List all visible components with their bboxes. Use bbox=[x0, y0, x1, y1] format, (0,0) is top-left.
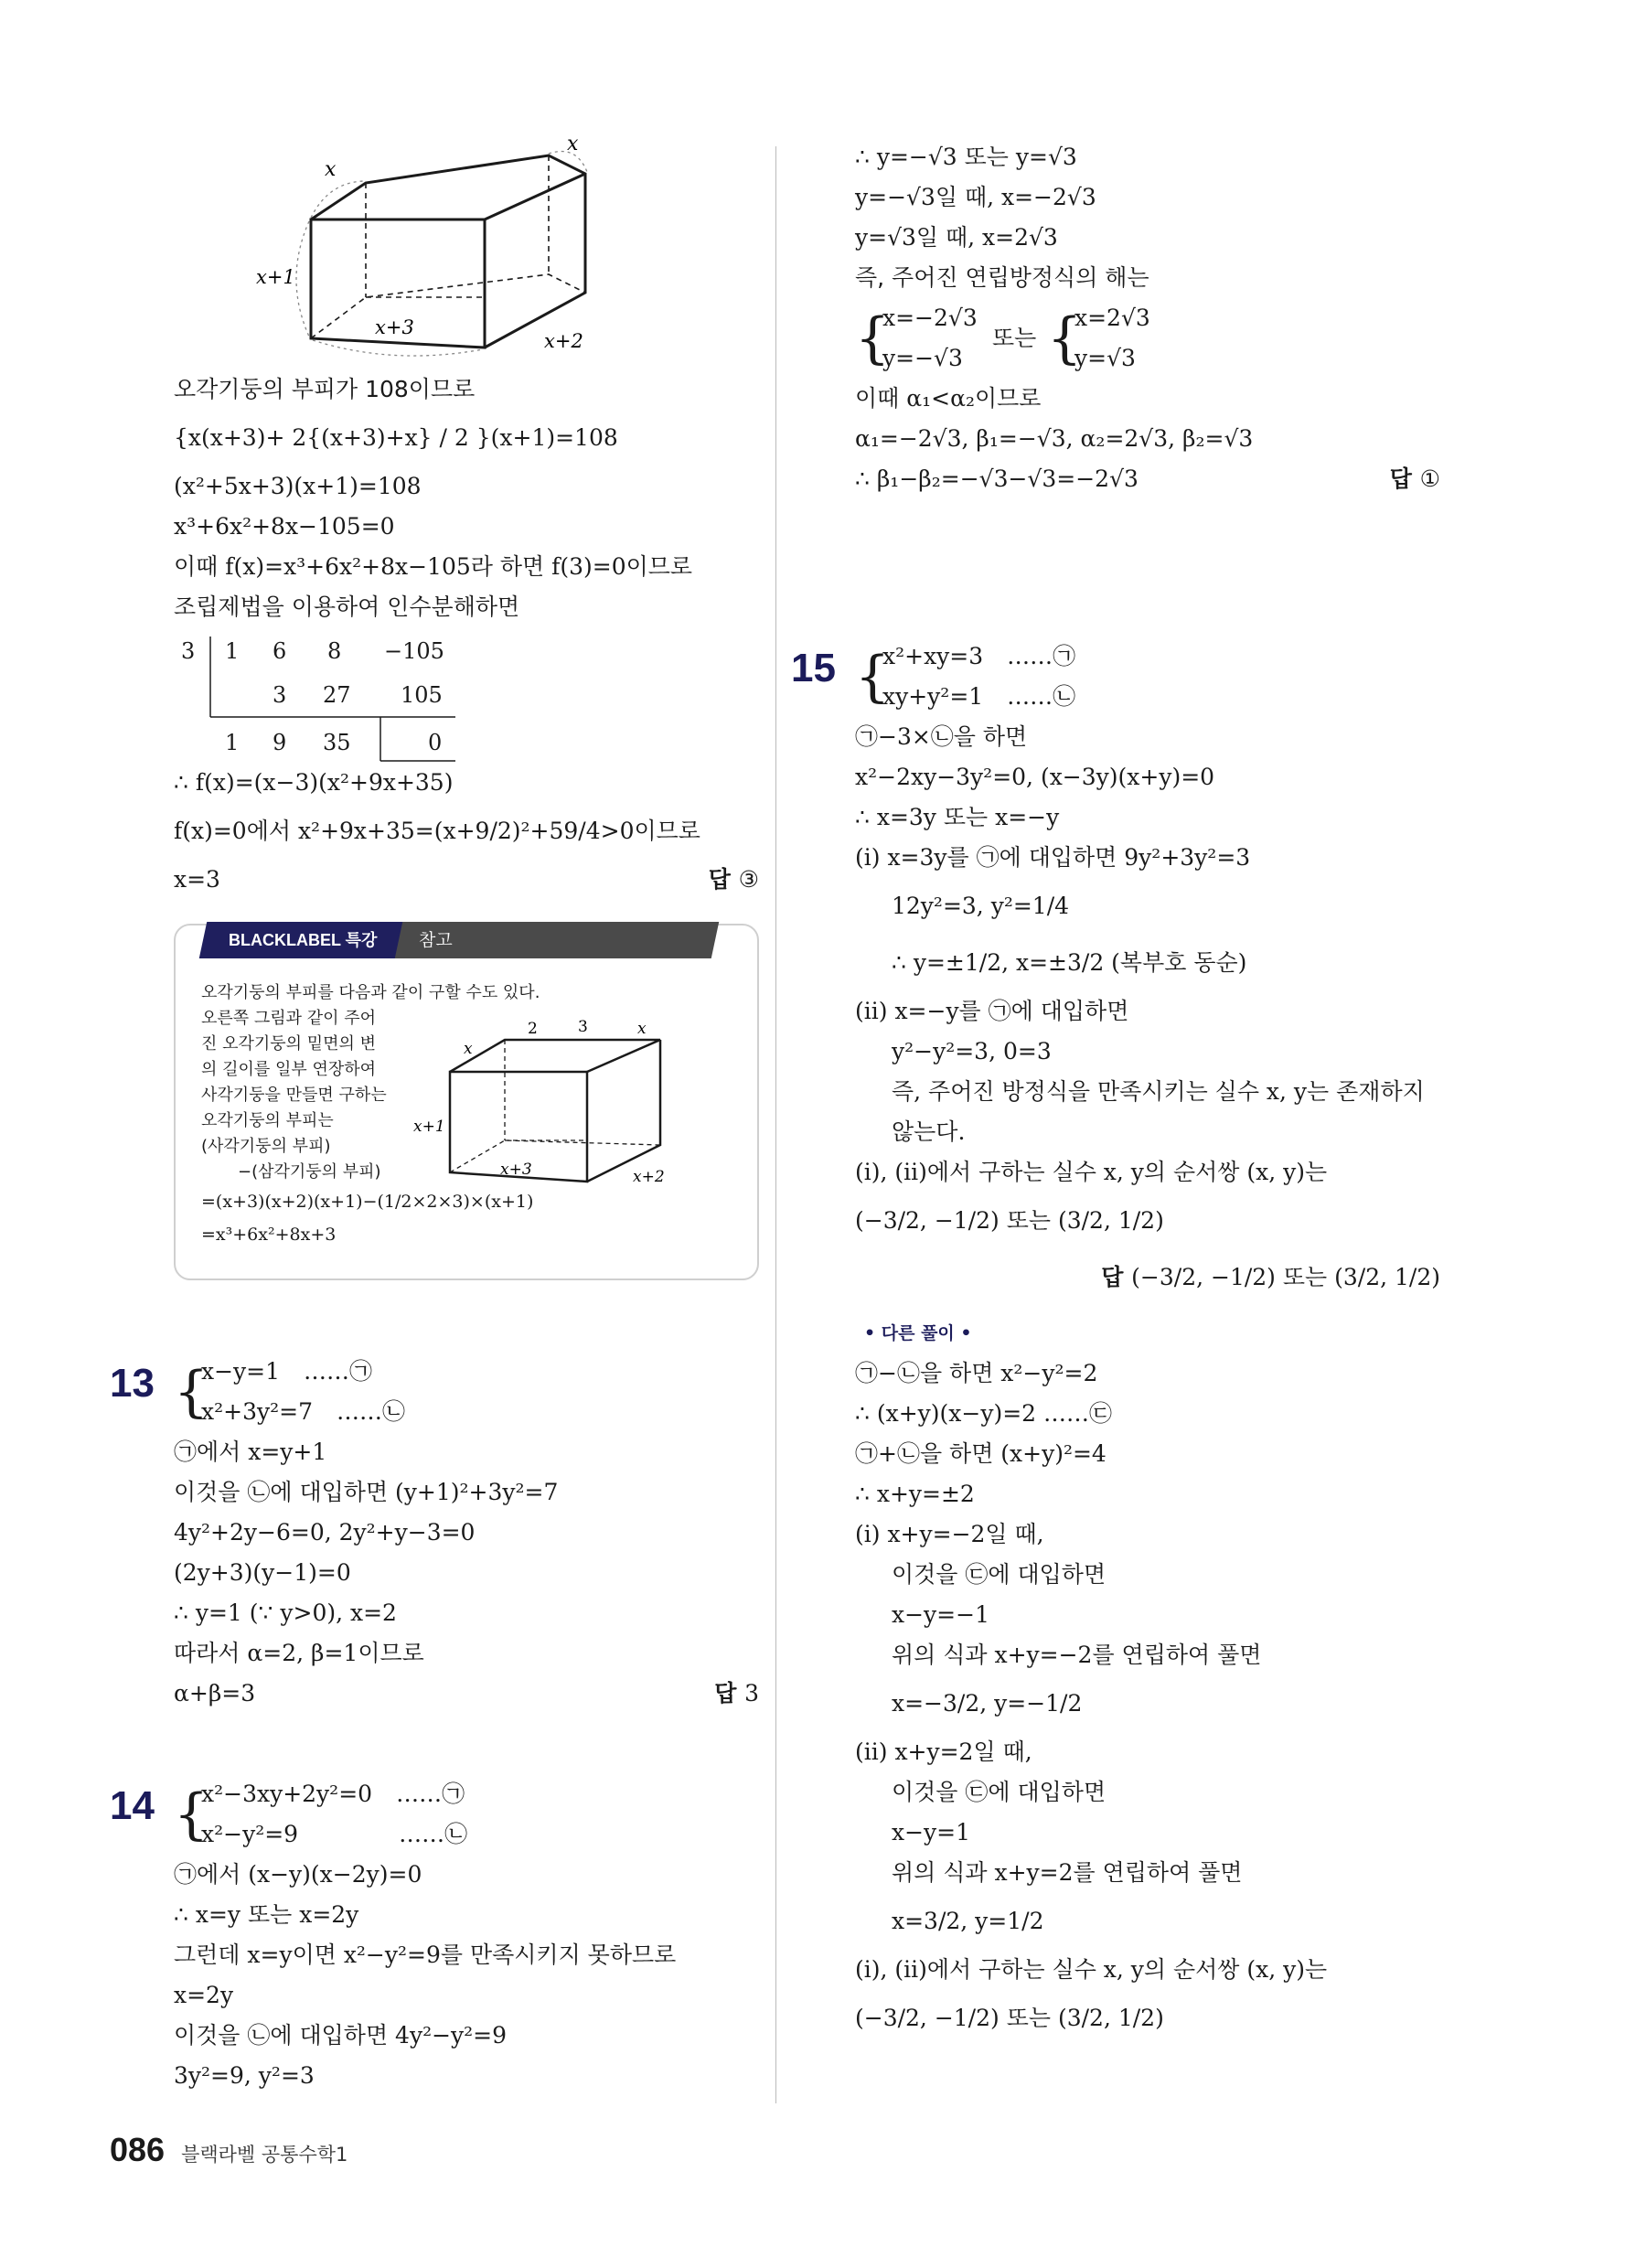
fig1-label-bottom: x+3 bbox=[375, 316, 414, 338]
p14-solution-pair bbox=[855, 298, 1440, 379]
column-divider bbox=[775, 146, 776, 2103]
note-line-3: 의 길이를 일부 연장하여 bbox=[201, 1060, 377, 1079]
p15-alt-ii-1: 이것을 ㉢에 대입하면 bbox=[892, 1779, 1106, 1805]
synth-r1-2: 8 bbox=[327, 638, 342, 664]
fig2-label-x-left: x bbox=[464, 1040, 473, 1058]
p13-line-5: 따라서 α=2, β=1이므로 bbox=[174, 1640, 424, 1666]
p12-after-0: ∴ f(x)=(x−3)(x²+9x+35) bbox=[174, 769, 454, 796]
note-eq-1: =(x+3)(x+2)(x+1)−(1/2×2×3)×(x+1) bbox=[201, 1192, 534, 1212]
p15-alt-i-res: x=−3/2, y=−1/2 bbox=[892, 1690, 1083, 1717]
note-line-4: 사각기둥을 만들면 구하는 bbox=[201, 1086, 387, 1105]
p15-alt-concl: (ⅰ), (ⅱ)에서 구하는 실수 x, y의 순서쌍 (x, y)는 bbox=[855, 1956, 1328, 1983]
p14-sol-a1: x=−2√3 bbox=[882, 305, 978, 331]
p13-sys1: x−y=1 bbox=[201, 1358, 281, 1385]
problem-13-number: 13 bbox=[110, 1361, 155, 1406]
p14-answer-row bbox=[855, 459, 1440, 499]
note-line-2: 진 오각기둥의 밑면의 변 bbox=[201, 1034, 377, 1054]
fig2-label-3: 3 bbox=[578, 1018, 588, 1036]
p12-answer-row bbox=[174, 860, 759, 900]
p15-line-3: (ⅰ) x=3y를 ㉠에 대입하면 9y²+3y²=3 bbox=[855, 844, 1251, 871]
note-line-1: 오른쪽 그림과 같이 주어 bbox=[201, 1009, 377, 1028]
fig2-label-right: x+2 bbox=[633, 1168, 665, 1186]
p13-answer bbox=[714, 1674, 759, 1714]
synth-r2-1: 27 bbox=[323, 682, 351, 708]
p12-answer-value: ③ bbox=[738, 866, 759, 893]
p13-answer-row bbox=[174, 1674, 759, 1714]
p13-line-1: 이것을 ㉡에 대입하면 (y+1)²+3y²=7 bbox=[174, 1479, 559, 1505]
p14-sol-b1: x=2√3 bbox=[1074, 305, 1150, 331]
synth-root: 3 bbox=[181, 638, 196, 664]
fig2-label-bottom: x+3 bbox=[500, 1161, 532, 1179]
p14-line-3: x=2y bbox=[174, 1982, 234, 2008]
p15-sys2: xy+y²=1 bbox=[882, 683, 984, 710]
p15-ii-2: 즉, 주어진 방정식을 만족시키는 실수 x, y는 존재하지 bbox=[892, 1078, 1425, 1105]
p14c2-line-2: ∴ β₁−β₂=−√3−√3=−2√3 bbox=[855, 465, 1139, 492]
p15-line-0: ㉠−3×㉡을 하면 bbox=[855, 723, 1028, 750]
p12-line-1: {x(x+3)+ 2{(x+3)+x} / 2 }(x+1)=108 bbox=[174, 424, 618, 451]
p15-ii-1: y²−y²=3, 0=3 bbox=[892, 1038, 1052, 1064]
p15-ii-3: 않는다. bbox=[892, 1118, 966, 1145]
p15-alt-1: ∴ (x+y)(x−y)=2 ……㉢ bbox=[855, 1400, 1113, 1427]
note-line-5: 오각기둥의 부피는 bbox=[201, 1111, 334, 1130]
p12-line-5: 조립제법을 이용하여 인수분해하면 bbox=[174, 594, 520, 620]
page-footer bbox=[110, 2131, 347, 2169]
note-line-7: −(삼각기둥의 부피) bbox=[238, 1162, 381, 1182]
p15-result: (−3/2, −1/2) 또는 (3/2, 1/2) bbox=[855, 1207, 1164, 1234]
p14c-line-1: y=−√3일 때, x=−2√3 bbox=[855, 184, 1096, 210]
synth-r3-0: 1 bbox=[225, 730, 240, 755]
problem-15-number: 15 bbox=[791, 646, 836, 690]
p12-answer-label: 답 bbox=[708, 866, 731, 893]
right-column bbox=[791, 137, 1440, 2047]
p12-line-2: (x²+5x+3)(x+1)=108 bbox=[174, 473, 422, 499]
fig2-label-2: 2 bbox=[528, 1020, 538, 1038]
p14-sol-b: { x=2√3 y=√3 bbox=[1047, 298, 1150, 379]
p15-ii-4: (ⅰ), (ⅱ)에서 구하는 실수 x, y의 순서쌍 (x, y)는 bbox=[855, 1159, 1328, 1185]
note-line-6: (사각기둥의 부피) bbox=[201, 1137, 331, 1156]
page-number: 086 bbox=[110, 2131, 166, 2168]
p15-system: { x²+xy=3 ……㉠ xy+y²=1 ……㉡ bbox=[855, 643, 1076, 710]
p15-sys2-tag: ……㉡ bbox=[1007, 683, 1076, 710]
synth-lines bbox=[181, 633, 455, 779]
p14-line-1: ∴ x=y 또는 x=2y bbox=[174, 1901, 359, 1928]
synth-r3-3: 0 bbox=[428, 730, 443, 755]
blacklabel-note-box bbox=[174, 924, 759, 1280]
p15-answer bbox=[1101, 1249, 1440, 1306]
p13-answer-value: 3 bbox=[744, 1680, 759, 1706]
p13-sys2: x²+3y²=7 bbox=[201, 1398, 313, 1425]
fig2-label-x-top: x bbox=[637, 1020, 647, 1038]
rectangular-prism-figure bbox=[413, 1017, 706, 1200]
p15-answer-label: 답 bbox=[1101, 1264, 1124, 1290]
fig1-label-x-top-left: x bbox=[325, 158, 337, 181]
p15-alt-ii-2: x−y=1 bbox=[892, 1819, 971, 1845]
p15-i-b: ∴ y=±1/2, x=±3/2 (복부호 동순) bbox=[892, 949, 1247, 976]
p15-alt-ii-res: x=3/2, y=1/2 bbox=[892, 1908, 1044, 1934]
p15-alt-2: ㉠+㉡을 하면 (x+y)²=4 bbox=[855, 1440, 1106, 1467]
synth-r3-1: 9 bbox=[273, 730, 287, 755]
p12-after-1: f(x)=0에서 x²+9x+35=(x+9/2)²+59/4>0이므로 bbox=[174, 818, 700, 844]
p13-brace: { bbox=[174, 1360, 209, 1424]
p15-alt-5: 이것을 ㉢에 대입하면 bbox=[892, 1561, 1106, 1588]
p12-answer bbox=[709, 860, 759, 900]
left-column bbox=[110, 137, 759, 2096]
synth-r1-0: 1 bbox=[225, 638, 240, 664]
p15-i-a: 12y²=3, y²=1/4 bbox=[892, 893, 1070, 919]
p14-sol-mid: 또는 bbox=[992, 325, 1037, 351]
p15-alt-0: ㉠−㉡을 하면 x²−y²=2 bbox=[855, 1360, 1098, 1386]
p13-sys1-tag: ……㉠ bbox=[304, 1358, 373, 1385]
p15-alt-result: (−3/2, −1/2) 또는 (3/2, 1/2) bbox=[855, 2005, 1164, 2031]
p15-alt-6: x−y=−1 bbox=[892, 1601, 989, 1628]
synth-r1-3: −105 bbox=[384, 638, 444, 664]
p13-line-2: 4y²+2y−6=0, 2y²+y−3=0 bbox=[174, 1519, 476, 1546]
p12-line-0: 오각기둥의 부피가 108이므로 bbox=[174, 376, 476, 402]
p15-line-1: x²−2xy−3y²=0, (x−3y)(x+y)=0 bbox=[855, 764, 1215, 790]
note-eq-2: =x³+6x²+8x+3 bbox=[201, 1225, 337, 1245]
synth-r2-2: 105 bbox=[401, 682, 443, 708]
p14-brace: { bbox=[174, 1782, 209, 1846]
note-box-header bbox=[203, 922, 715, 958]
p14-line-2: 그런데 x=y이면 x²−y²=9를 만족시키지 못하므로 bbox=[174, 1942, 677, 1968]
p14-sys1-tag: ……㉠ bbox=[396, 1781, 465, 1807]
synth-r1-1: 6 bbox=[273, 638, 287, 664]
p14-system bbox=[174, 1774, 759, 1855]
p15-ii-0: (ⅱ) x=−y를 ㉠에 대입하면 bbox=[855, 998, 1129, 1024]
p14c-line-0: ∴ y=−√3 또는 y=√3 bbox=[855, 144, 1077, 170]
p14c-line-2: y=√3일 때, x=2√3 bbox=[855, 224, 1058, 251]
fig1-label-x-top-right: x bbox=[567, 137, 579, 155]
p13-line-0: ㉠에서 x=y+1 bbox=[174, 1439, 327, 1465]
p15-answer-value: (−3/2, −1/2) 또는 (3/2, 1/2) bbox=[1131, 1264, 1440, 1290]
synth-r3-2: 35 bbox=[323, 730, 351, 755]
p12-line-4: 이때 f(x)=x³+6x²+8x−105라 하면 f(3)=0이므로 bbox=[174, 553, 693, 580]
p14c2-line-0: 이때 α₁<α₂이므로 bbox=[855, 385, 1042, 412]
p14-answer-value: ① bbox=[1419, 465, 1440, 492]
note-line-0: 오각기둥의 부피를 다음과 같이 구할 수도 있다. bbox=[201, 983, 540, 1002]
p13-sys2-tag: ……㉡ bbox=[336, 1398, 405, 1425]
p14-sys1: x²−3xy+2y²=0 bbox=[201, 1781, 373, 1807]
p12-after-2: x=3 bbox=[174, 866, 220, 893]
book-title: 블랙라벨 공통수학1 bbox=[181, 2144, 348, 2166]
p15-line-2: ∴ x=3y 또는 x=−y bbox=[855, 804, 1060, 830]
p13-system bbox=[174, 1352, 759, 1432]
p13-answer-label: 답 bbox=[714, 1680, 737, 1706]
p14-line-5: 3y²=9, y²=3 bbox=[174, 2062, 315, 2089]
fig2-label-side: x+1 bbox=[413, 1118, 445, 1136]
p14-answer bbox=[1390, 459, 1440, 499]
p13-line-6: α+β=3 bbox=[174, 1680, 256, 1706]
p13-line-3: (2y+3)(y−1)=0 bbox=[174, 1559, 351, 1586]
p14-line-0: ㉠에서 (x−y)(x−2y)=0 bbox=[174, 1861, 422, 1888]
p13-line-4: ∴ y=1 (∵ y>0), x=2 bbox=[174, 1599, 397, 1626]
p15-sys1-tag: ……㉠ bbox=[1007, 643, 1076, 669]
p14-sol-b2: y=√3 bbox=[1074, 345, 1136, 371]
p14-sol-a: { x=−2√3 y=−√3 bbox=[855, 298, 978, 379]
p12-line-3: x³+6x²+8x−105=0 bbox=[174, 513, 395, 540]
p14-sys2-tag: ……㉡ bbox=[399, 1821, 468, 1847]
blacklabel-badge: BLACKLABEL 특강 bbox=[199, 922, 407, 958]
p15-alt-ii-0: (ⅱ) x+y=2일 때, bbox=[855, 1738, 1032, 1765]
p15-alt-7: 위의 식과 x+y=−2를 연립하여 풀면 bbox=[892, 1642, 1262, 1668]
alternative-solution-label: • 다른 풀이 • bbox=[864, 1323, 972, 1343]
fig1-label-side: x+1 bbox=[256, 266, 295, 288]
fig1-label-right: x+2 bbox=[544, 330, 583, 352]
p14-answer-label: 답 bbox=[1389, 465, 1412, 492]
problem-14-number: 14 bbox=[110, 1783, 155, 1828]
synthetic-division-table bbox=[181, 633, 455, 807]
p15-alt-3: ∴ x+y=±2 bbox=[855, 1481, 975, 1507]
p15-alt-ii-3: 위의 식과 x+y=2를 연립하여 풀면 bbox=[892, 1859, 1243, 1886]
note-tab: 참고 bbox=[395, 922, 719, 958]
p14-sys2: x²−y²=9 bbox=[201, 1821, 299, 1847]
p14-sol-a2: y=−√3 bbox=[882, 345, 963, 371]
synth-r2-0: 3 bbox=[273, 682, 287, 708]
p15-answer-row bbox=[855, 1249, 1440, 1306]
p14-line-4: 이것을 ㉡에 대입하면 4y²−y²=9 bbox=[174, 2022, 508, 2049]
p15-alt-4: (ⅰ) x+y=−2일 때, bbox=[855, 1521, 1044, 1547]
p15-sys1: x²+xy=3 bbox=[882, 643, 984, 669]
pentagonal-prism-figure bbox=[256, 137, 677, 366]
p14c2-line-1: α₁=−2√3, β₁=−√3, α₂=2√3, β₂=√3 bbox=[855, 425, 1254, 452]
p14c-line-3: 즉, 주어진 연립방정식의 해는 bbox=[855, 264, 1149, 291]
